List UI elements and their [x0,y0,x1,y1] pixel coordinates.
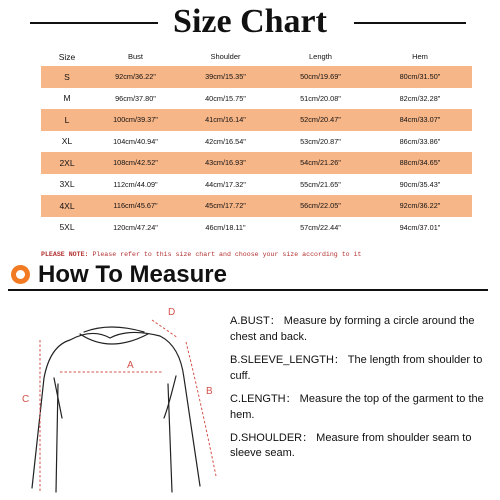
table-row [41,174,472,196]
cell-bust: 104cm/40.94" [113,136,158,146]
label-d: D [168,307,176,318]
cell-hem: 88cm/34.65" [399,158,441,168]
cell-size: M [63,93,71,104]
ring-icon [11,265,30,284]
header-shoulder: Shoulder [210,52,241,61]
cell-bust: 96cm/37.80" [115,93,156,103]
cell-length: 57cm/22.44" [300,222,341,232]
cell-shoulder: 46cm/18.11" [205,222,246,232]
note-text: Please refer to this size chart and choose your size according to it [88,251,362,258]
cell-bust: 100cm/39.37" [113,115,158,125]
cell-hem: 92cm/36.22" [399,201,441,211]
cell-hem: 84cm/33.07" [399,115,441,125]
cell-shoulder: 41cm/16.14" [205,115,246,125]
definition-shoulder: D.SHOULDER： Measure from shoulder seam to sleeve seam. [230,431,472,460]
page-title: Size Chart [173,3,327,40]
cell-length: 51cm/20.08" [300,93,341,103]
cell-hem: 86cm/33.86" [399,136,441,146]
title-banner [0,0,500,46]
cell-size: 3XL [59,179,75,190]
cell-bust: 92cm/36.22" [115,72,156,82]
shirt-neckline [84,327,144,332]
cell-size: 5XL [59,222,75,233]
cell-shoulder: 40cm/15.75" [205,93,246,103]
cell-size: S [64,71,70,82]
cell-hem: 90cm/35.43" [399,179,441,189]
shirt-armpit-right [164,376,176,418]
how-to-measure-header [8,262,488,292]
definition-bust: A.BUST： Measure by forming a circle around the chest and back. [230,315,475,343]
cell-shoulder: 39cm/15.35" [205,72,246,82]
table-row [41,195,472,217]
cell-length: 52cm/20.47" [300,115,341,125]
cell-shoulder: 43cm/16.93" [205,158,246,168]
cell-size: L [64,114,70,125]
label-a: A [127,360,134,371]
section-rule [8,289,488,291]
table-row [41,152,472,174]
table-row [41,131,472,153]
cell-shoulder: 42cm/16.54" [205,136,246,146]
cell-bust: 108cm/42.52" [113,158,158,168]
header-length: Length [309,52,332,61]
size-note [41,251,481,258]
label-c: C [22,394,30,405]
sleeve-measure-line [186,342,216,476]
section-title: How To Measure [38,261,227,288]
table-row [41,88,472,110]
definition-sleeve-length: B.SLEEVE_LENGTH： The length from shoulder to cuff. [230,353,483,382]
note-label: PLEASE NOTE: [41,251,89,258]
header-bust: Bust [127,52,143,61]
header-size: Size [58,51,76,62]
title-right-rule [354,22,466,24]
cell-length: 56cm/22.05" [300,201,341,211]
shirt-body-left [56,384,58,492]
cell-size: 2XL [59,157,75,168]
cell-size: XL [61,136,73,147]
header-hem: Hem [412,52,428,61]
cell-length: 53cm/20.87" [300,136,341,146]
cell-shoulder: 45cm/17.72" [205,201,246,211]
shirt-diagram [10,298,220,493]
cell-length: 50cm/19.69" [300,72,341,82]
measurement-definitions [230,314,490,470]
label-b: B [206,386,213,397]
table-row [41,217,472,239]
cell-shoulder: 44cm/17.32" [205,179,246,189]
cell-size: 4XL [59,200,75,211]
cell-hem: 82cm/32.28" [399,93,441,103]
table-row [41,66,472,88]
cell-length: 54cm/21.26" [300,158,341,168]
cell-bust: 120cm/47.24" [113,222,158,232]
size-table [41,47,472,238]
table-header-row [41,47,472,66]
cell-hem: 94cm/37.01" [399,222,441,232]
cell-hem: 80cm/31.50" [399,72,441,82]
definition-length: C.LENGTH： Measure the top of the garment to the hem. [230,392,484,421]
cell-bust: 116cm/45.67" [113,201,158,211]
table-row [41,109,472,131]
cell-length: 55cm/21.65" [300,179,341,189]
cell-bust: 112cm/44.09" [113,179,158,189]
